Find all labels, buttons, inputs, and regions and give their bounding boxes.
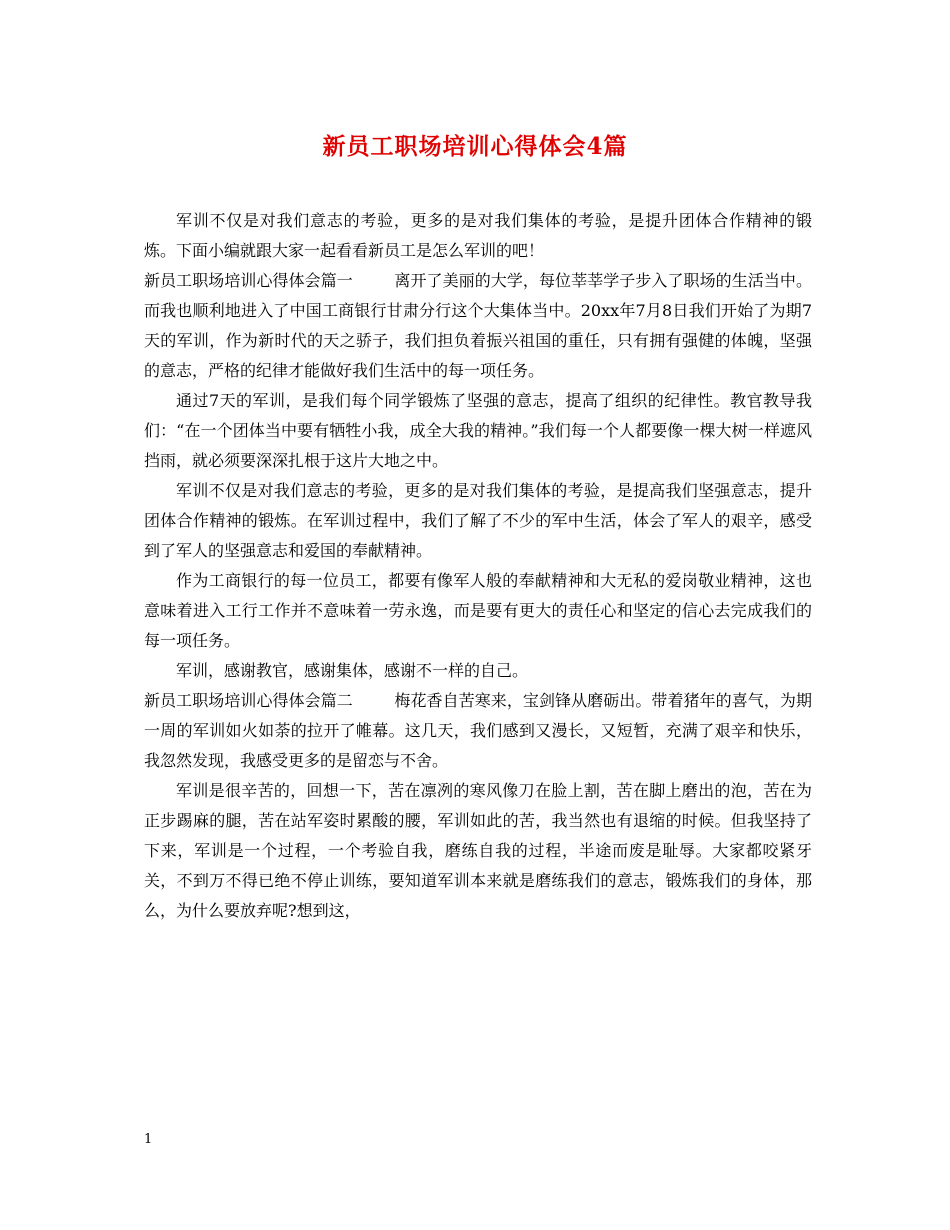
paragraph-intro [144, 206, 812, 266]
paragraph-training-meaning [144, 476, 812, 566]
paragraph-text: 军训不仅是对我们意志的考验，更多的是对我们集体的考验，是提高我们坚强意志，提升团体合作精神的锻炼。在军训过程中，我们了解了不少的军中生活，体会了军人的艰辛，感受到了军人的坚强意志和爱国的奉献精神。 [144, 481, 812, 560]
paragraph-thanks [144, 656, 812, 686]
paragraph-section-one [144, 266, 812, 386]
document-body [144, 206, 812, 926]
paragraph-text: 作为工商银行的每一位员工，都要有像军人般的奉献精神和大无私的爱岗敬业精神，这也意味着进入工行工作并不意味着一劳永逸，而是要有更大的责任心和坚定的信心去完成我们的每一项任务。 [144, 571, 812, 650]
section-heading-one: 新员工职场培训心得体会篇一 [144, 271, 353, 290]
paragraph-hardship [144, 776, 812, 926]
paragraph-text: 通过7天的军训，是我们每个同学锻炼了坚强的意志，提高了组织的纪律性。教官教导我们：“在一个团体当中要有牺牲小我，成全大我的精神。”我们每一个人都要像一棵大树一样遮风挡雨，就必须要深深扎根于这片大地之中。 [144, 391, 812, 470]
section-heading-two: 新员工职场培训心得体会篇二 [144, 691, 353, 710]
paragraph-text: 离开了美丽的大学，每位莘莘学子步入了职场的生活当中。而我也顺利地进入了中国工商银行甘肃分行这个大集体当中。20xx年7月8日我们开始了为期7天的军训，作为新时代的天之骄子，我们担负着振兴祖国的重任，只有拥有强健的体魄，坚强的意志，严格的纪律才能做好我们生活中的每一项任务。 [144, 271, 812, 380]
paragraph-section-two [144, 686, 812, 776]
paragraph-text: 梅花香自苦寒来，宝剑锋从磨砺出。带着猪年的喜气，为期一周的军训如火如荼的拉开了帷幕。这几天，我们感到又漫长，又短暂，充满了艰辛和快乐，我忽然发现，我感受更多的是留恋与不舍。 [144, 691, 812, 770]
paragraph-text: 军训是很辛苦的，回想一下，苦在凛冽的寒风像刀在脸上割，苦在脚上磨出的泡，苦在为正步踢麻的腿，苦在站军姿时累酸的腰，军训如此的苦，我当然也有退缩的时候。但我坚持了下来，军训是一个过程，一个考验自我，磨练自我的过程，半途而废是耻辱。大家都咬紧牙关，不到万不得已绝不停止训练，要知道军训本来就是磨练我们的意志，锻炼我们的身体，那么，为什么要放弃呢?想到这， [144, 781, 812, 920]
paragraph-employee-spirit [144, 566, 812, 656]
document-title: 新员工职场培训心得体会4篇 [322, 133, 628, 160]
paragraph-text: 军训不仅是对我们意志的考验，更多的是对我们集体的考验，是提升团体合作精神的锻炼。下面小编就跟大家一起看看新员工是怎么军训的吧！ [144, 211, 812, 260]
paragraph-text: 军训，感谢教官，感谢集体，感谢不一样的自己。 [176, 661, 529, 680]
paragraph-training-result [144, 386, 812, 476]
page-number: 1 [144, 1132, 153, 1147]
